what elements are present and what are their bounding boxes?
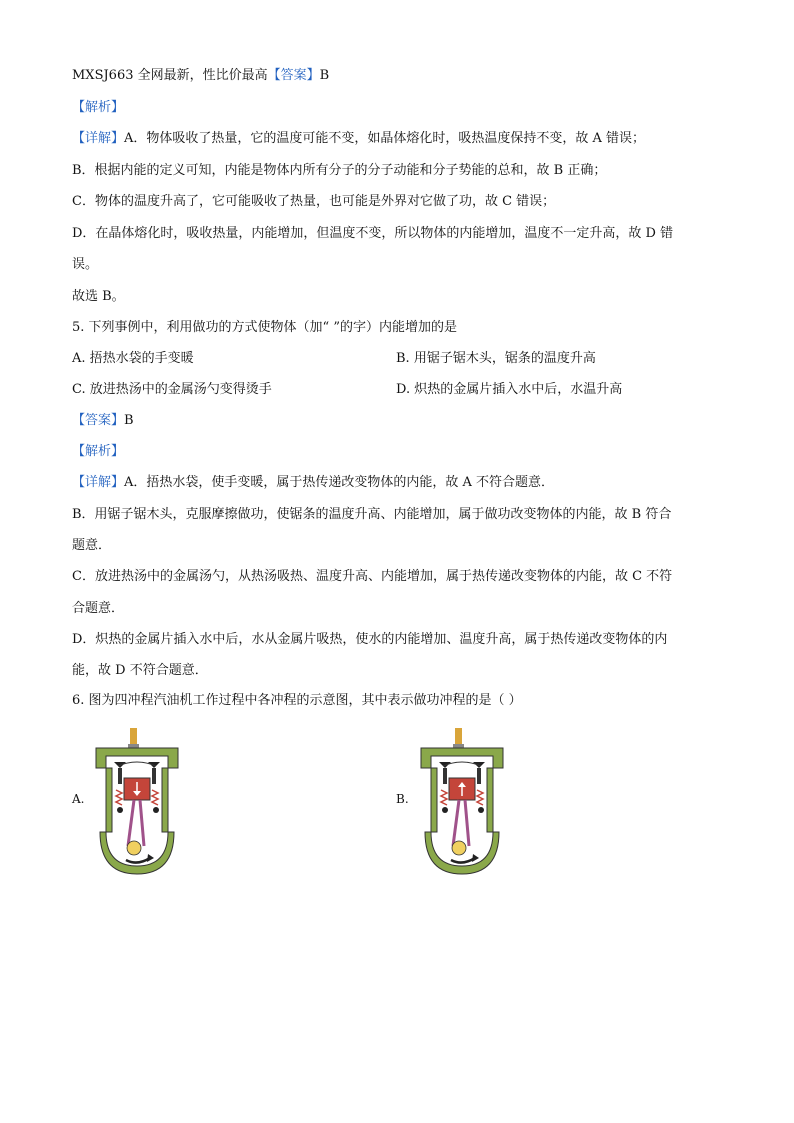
q5-answer-label: 【答案】 bbox=[72, 413, 125, 428]
crankshaft-icon bbox=[452, 841, 466, 855]
q6-label-a: A. bbox=[72, 792, 85, 806]
answer-label: 【答案】 bbox=[267, 68, 320, 83]
q4-detail-a-text: A．物体吸收了热量，它的温度可能不变，如晶体熔化时，吸热温度保持不变，故 A 错误； bbox=[124, 131, 646, 146]
q5-answer-value: B bbox=[124, 413, 134, 428]
spark-plug-icon bbox=[130, 728, 137, 746]
q4-line-c: C．物体的温度升高了，它可能吸收了热量，也可能是外界对它做了功，故 C 错误； bbox=[72, 194, 556, 209]
q4-conclusion: 故选 B。 bbox=[72, 289, 125, 304]
q5-analysis-label: 【解析】 bbox=[72, 444, 125, 459]
q5-line-d2: 能，故 D 不符合题意． bbox=[72, 663, 208, 678]
q6-label-b: B. bbox=[396, 792, 409, 806]
q6-stem: 6. 图为四冲程汽油机工作过程中各冲程的示意图，其中表示做功冲程的是（ ） bbox=[72, 693, 522, 708]
q5-option-d: D. 炽热的金属片插入水中后，水温升高 bbox=[396, 382, 623, 397]
q5-line-d1: D．炽热的金属片插入水中后，水从金属片吸热，使水的内能增加、温度升高，属于热传递改变物体的内 bbox=[72, 632, 668, 647]
q5-option-c: C. 放进热汤中的金属汤勺变得烫手 bbox=[72, 382, 272, 397]
engine-diagram-b bbox=[417, 728, 507, 876]
answer-value: B bbox=[319, 68, 330, 83]
crankshaft-icon bbox=[127, 841, 141, 855]
q4-line-b: B．根据内能的定义可知，内能是物体内所有分子的分子动能和分子势能的总和，故 B 正确； bbox=[72, 163, 607, 178]
q4-detail-a bbox=[72, 130, 645, 148]
analysis-label: 【解析】 bbox=[72, 100, 125, 115]
q4-line-d1: D．在晶体熔化时，吸收热量，内能增加，但温度不变，所以物体的内能增加，温度不一定升高，故 D 错 bbox=[72, 226, 674, 241]
header-prefix: MXSJ663 全网最新，性比价最高 bbox=[72, 68, 268, 83]
q5-line-c1: C．放进热汤中的金属汤勺，从热汤吸热、温度升高、内能增加，属于热传递改变物体的内能，故 C 不符 bbox=[72, 569, 673, 584]
q5-line-c2: 合题意． bbox=[72, 601, 125, 616]
q5-detail-a bbox=[72, 474, 554, 492]
q5-line-b2: 题意． bbox=[72, 538, 112, 553]
q5-option-a: A. 捂热水袋的手变暖 bbox=[72, 351, 194, 366]
spark-plug-icon bbox=[455, 728, 462, 746]
q4-line-d2: 误。 bbox=[72, 257, 99, 272]
q5-option-b: B. 用锯子锯木头，锯条的温度升高 bbox=[396, 351, 596, 366]
header-line bbox=[72, 67, 329, 85]
q5-stem: 5. 下列事例中，利用做功的方式使物体（加“ ”的字）内能增加的是 bbox=[72, 320, 457, 335]
q5-detail-label: 【详解】 bbox=[72, 475, 125, 490]
q5-detail-a-text: A．捂热水袋，使手变暖，属于热传递改变物体的内能，故 A 不符合题意． bbox=[124, 475, 555, 490]
engine-diagram-a bbox=[92, 728, 182, 876]
detail-label: 【详解】 bbox=[72, 131, 125, 146]
q5-answer-line bbox=[72, 412, 134, 430]
q5-line-b1: B．用锯子锯木头，克服摩擦做功，使锯条的温度升高、内能增加，属于做功改变物体的内能，故 B 符合 bbox=[72, 507, 672, 522]
